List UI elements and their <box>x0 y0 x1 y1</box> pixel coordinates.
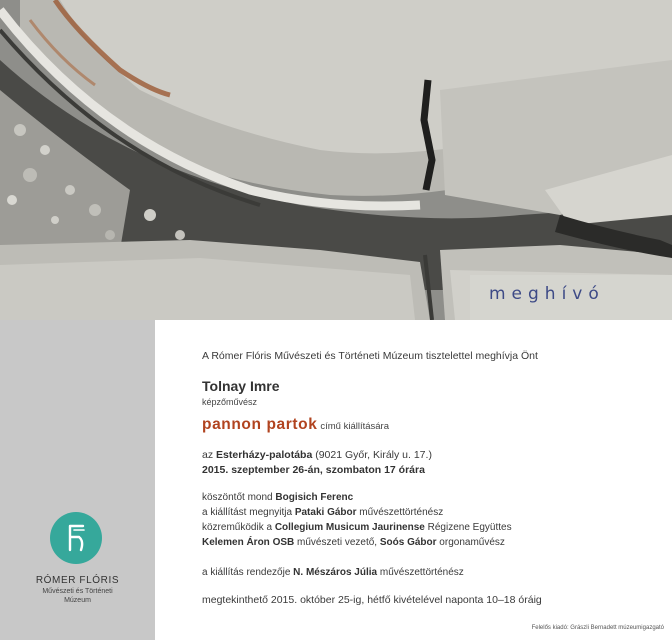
music-suffix: Régizene Együttes <box>424 522 512 533</box>
leader-name: Kelemen Áron OSB <box>202 537 295 548</box>
museum-subtitle-line2: Múzeum <box>64 597 91 604</box>
event-date: 2015. szeptember 26-án, szombaton 17 órára <box>202 464 425 476</box>
artist-name: Tolnay Imre <box>202 378 280 394</box>
artist-profession: képzőművész <box>202 397 258 407</box>
date-line <box>202 464 425 477</box>
music-ensemble: Collegium Musicum Jaurinense <box>274 522 425 533</box>
opening-suffix: művészettörténész <box>356 507 444 518</box>
viewing-hours: megtekinthető 2015. október 25-ig, hétfő kivételével naponta 10–18 óráig <box>202 594 542 606</box>
organist-role: orgonaművész <box>436 537 505 548</box>
exhibition-suffix: című kiállítására <box>320 421 389 432</box>
opening-prefix: a kiállítást megnyitja <box>202 507 295 518</box>
performers-line <box>202 536 505 549</box>
curator-line <box>202 566 464 579</box>
invitation-text <box>202 320 672 640</box>
music-line <box>202 521 512 534</box>
rf-monogram-icon <box>50 512 102 564</box>
museum-subtitle-line1: Művészeti és Történeti <box>42 588 113 595</box>
venue-prefix: az <box>202 449 217 461</box>
publisher-imprint: Felelős kiadó: Grászli Bernadett múzeumigazgató <box>531 625 664 631</box>
museum-logo <box>50 512 102 564</box>
leader-role: művészeti vezető, <box>294 537 380 548</box>
exhibition-title-line <box>202 418 389 433</box>
exhibition-title: pannon partok <box>202 416 318 433</box>
organist-name: Soós Gábor <box>379 537 437 548</box>
intro-line: A Rómer Flóris Művészeti és Történeti Múzeum tisztelettel meghívja Önt <box>202 350 538 362</box>
venue-line <box>202 449 432 462</box>
opening-line <box>202 506 443 519</box>
venue-address: (9021 Győr, Király u. 17.) <box>312 449 432 461</box>
curator-name: N. Mészáros Júlia <box>293 567 378 578</box>
opening-name: Pataki Gábor <box>294 507 357 518</box>
museum-name: RÓMER FLÓRIS <box>35 575 120 586</box>
greeting-line <box>202 491 353 504</box>
greeting-prefix: köszöntőt mond <box>202 492 276 503</box>
greeting-name: Bogisich Ferenc <box>275 492 354 503</box>
curator-prefix: a kiállítás rendezője <box>202 567 294 578</box>
music-prefix: közreműködik a <box>202 522 275 533</box>
invitation-word: meghívó <box>489 284 605 304</box>
venue-name: Esterházy-palotába <box>216 449 313 461</box>
curator-suffix: művészettörténész <box>377 567 464 578</box>
